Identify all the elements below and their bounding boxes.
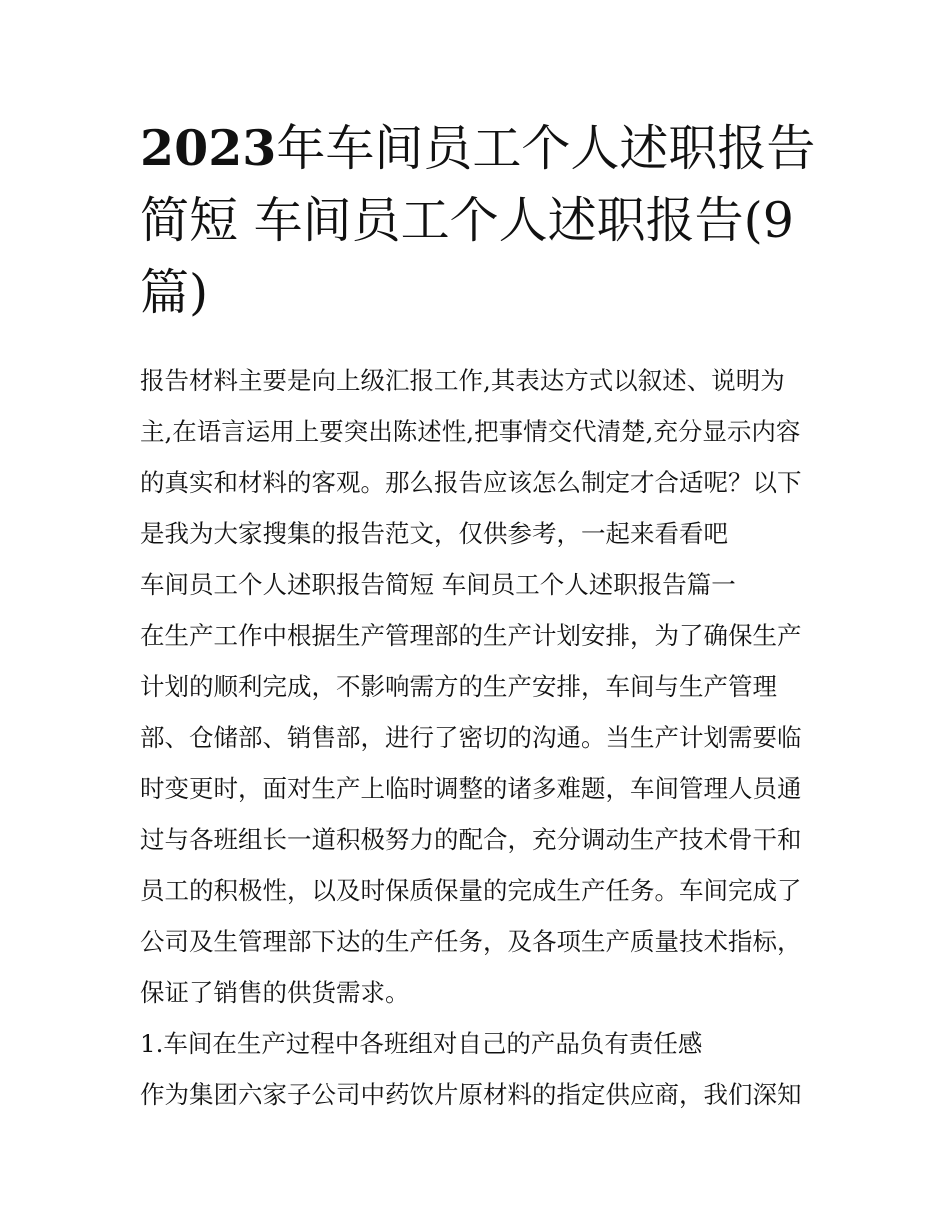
section-heading: 车间员工个人述职报告简短 车间员工个人述职报告篇一 — [140, 570, 736, 599]
body-line: 过与各班组长一道积极努力的配合，充分调动生产技术骨干和 — [140, 825, 802, 854]
body-line: 是我为大家搜集的报告范文，仅供参考，一起来看看吧 — [140, 519, 728, 548]
document-body — [140, 355, 830, 1120]
title-line-2: 简短 车间员工个人述职报告(9 — [140, 192, 794, 249]
body-line: 部、仓储部、销售部，进行了密切的沟通。当生产计划需要临 — [140, 723, 802, 752]
body-line: 的真实和材料的客观。那么报告应该怎么制定才合适呢？以下 — [140, 468, 802, 497]
body-line: 时变更时，面对生产上临时调整的诸多难题，车间管理人员通 — [140, 774, 802, 803]
document-title — [140, 112, 830, 329]
body-line: 在生产工作中根据生产管理部的生产计划安排，为了确保生产 — [140, 621, 802, 650]
body-line: 保证了销售的供货需求。 — [140, 978, 410, 1007]
title-line-3: 篇) — [140, 264, 209, 321]
body-line: 公司及生管理部下达的生产任务，及各项生产质量技术指标， — [140, 927, 802, 956]
title-year: 2023 — [140, 119, 277, 177]
body-line: 报告材料主要是向上级汇报工作,其表达方式以叙述、说明为 — [140, 366, 785, 395]
numbered-item: 1.车间在生产过程中各班组对自己的产品负有责任感 — [140, 1029, 703, 1058]
body-line: 计划的顺利完成，不影响需方的生产安排，车间与生产管理 — [140, 672, 777, 701]
body-line: 作为集团六家子公司中药饮片原材料的指定供应商，我们深知 — [140, 1080, 802, 1109]
body-line: 员工的积极性，以及时保质保量的完成生产任务。车间完成了 — [140, 876, 802, 905]
title-line-1: 年车间员工个人述职报告 — [276, 120, 816, 177]
body-line: 主,在语言运用上要突出陈述性,把事情交代清楚,充分显示内容 — [140, 417, 801, 446]
